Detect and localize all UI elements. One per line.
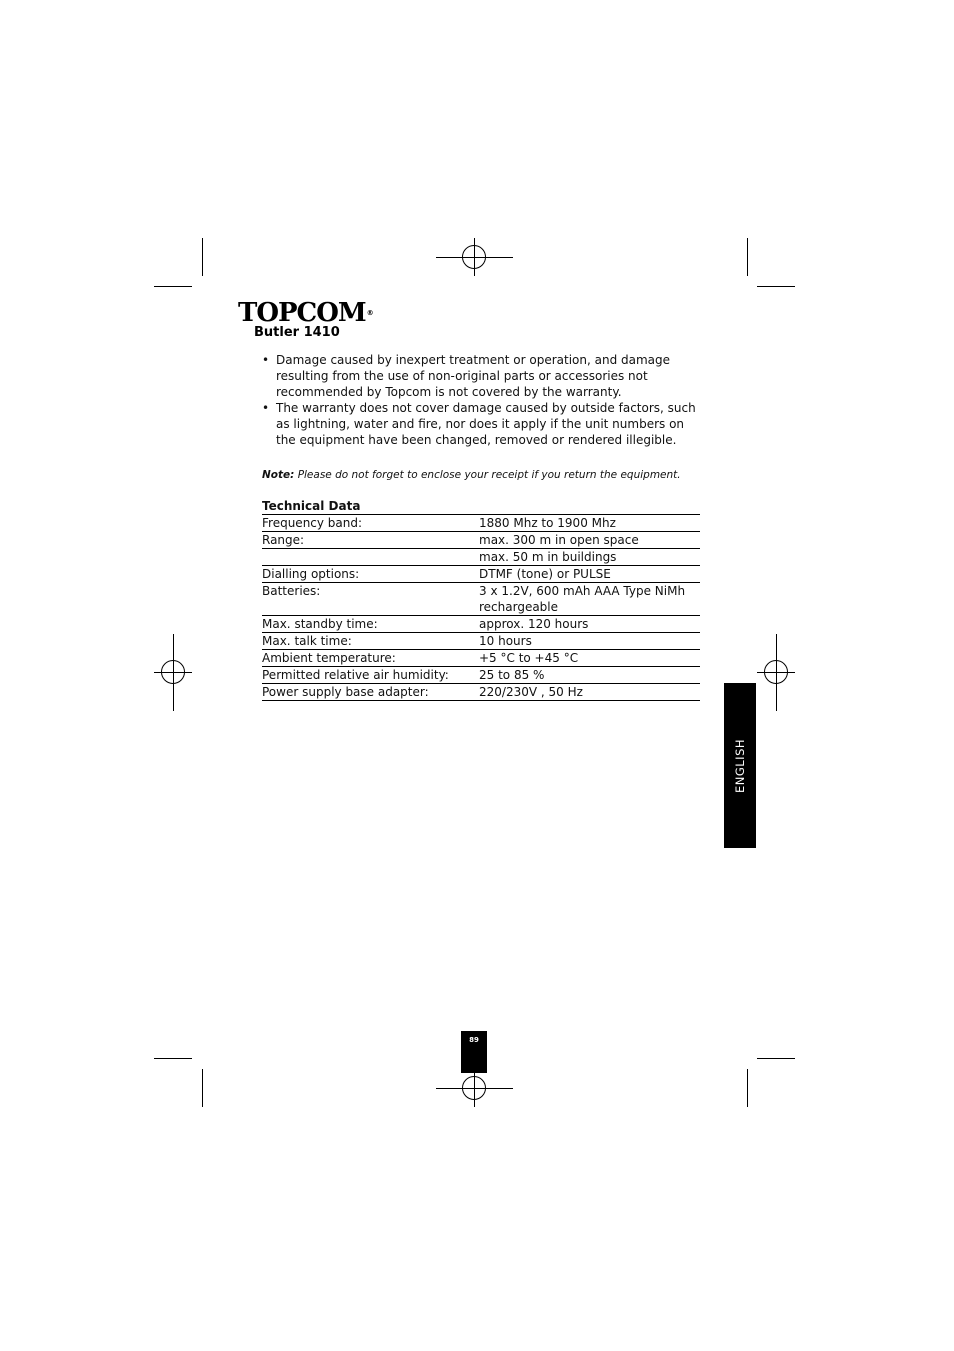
- note: [262, 467, 712, 483]
- spec-key: Permitted relative air humidity:: [262, 667, 479, 684]
- note-text: Please do not forget to enclose your receipt if you return the equipment.: [297, 469, 681, 481]
- spec-key: Ambient temperature:: [262, 650, 479, 667]
- page-number: 89: [469, 1036, 479, 1044]
- spec-key: Max. standby time:: [262, 616, 479, 633]
- spec-value: max. 50 m in buildings: [479, 549, 700, 566]
- table-row: [262, 566, 700, 583]
- spec-key: Frequency band:: [262, 515, 479, 532]
- warranty-bullet-list: [262, 352, 700, 448]
- spec-value: DTMF (tone) or PULSE: [479, 566, 700, 583]
- spec-value: approx. 120 hours: [479, 616, 700, 633]
- table-row: [262, 616, 700, 633]
- table-row: [262, 650, 700, 667]
- spec-value: 10 hours: [479, 633, 700, 650]
- model-title: Butler 1410: [254, 325, 340, 340]
- spec-key: Dialling options:: [262, 566, 479, 583]
- spec-value: 220/230V , 50 Hz: [479, 684, 700, 701]
- table-row: [262, 667, 700, 684]
- spec-key: [262, 549, 479, 566]
- spec-key: Range:: [262, 532, 479, 549]
- spec-value: 1880 Mhz to 1900 Mhz: [479, 515, 700, 532]
- language-tab-label: ENGLISH: [733, 738, 747, 793]
- spec-value: max. 300 m in open space: [479, 532, 700, 549]
- bullet-item: • Damage caused by inexpert treatment or operation, and damage resulting from the use of non-original parts or accessories not recommended by Topcom is not covered by the warranty.: [262, 352, 700, 400]
- table-row: [262, 583, 700, 616]
- bullet-item: • The warranty does not cover damage caused by outside factors, such as lightning, water and fire, nor does it apply if the unit numbers on the equipment have been changed, removed or rendered illegible.: [262, 400, 700, 448]
- table-row: [262, 684, 700, 701]
- table-row: [262, 532, 700, 549]
- table-row: [262, 549, 700, 566]
- spec-value: +5 °C to +45 °C: [479, 650, 700, 667]
- topcom-logo: TOPCOM®: [238, 298, 373, 328]
- page-number-tab: [461, 1031, 487, 1073]
- spec-key: Max. talk time:: [262, 633, 479, 650]
- spec-value: 25 to 85 %: [479, 667, 700, 684]
- spec-key: Batteries:: [262, 583, 479, 616]
- spec-value: 3 x 1.2V, 600 mAh AAA Type NiMh rechargeable: [479, 583, 700, 616]
- language-tab: [724, 683, 756, 848]
- spec-key: Power supply base adapter:: [262, 684, 479, 701]
- table-row: [262, 515, 700, 532]
- technical-data-table: [262, 514, 700, 701]
- note-label: Note:: [262, 469, 295, 481]
- table-row: [262, 633, 700, 650]
- technical-data-title: Technical Data: [262, 499, 361, 513]
